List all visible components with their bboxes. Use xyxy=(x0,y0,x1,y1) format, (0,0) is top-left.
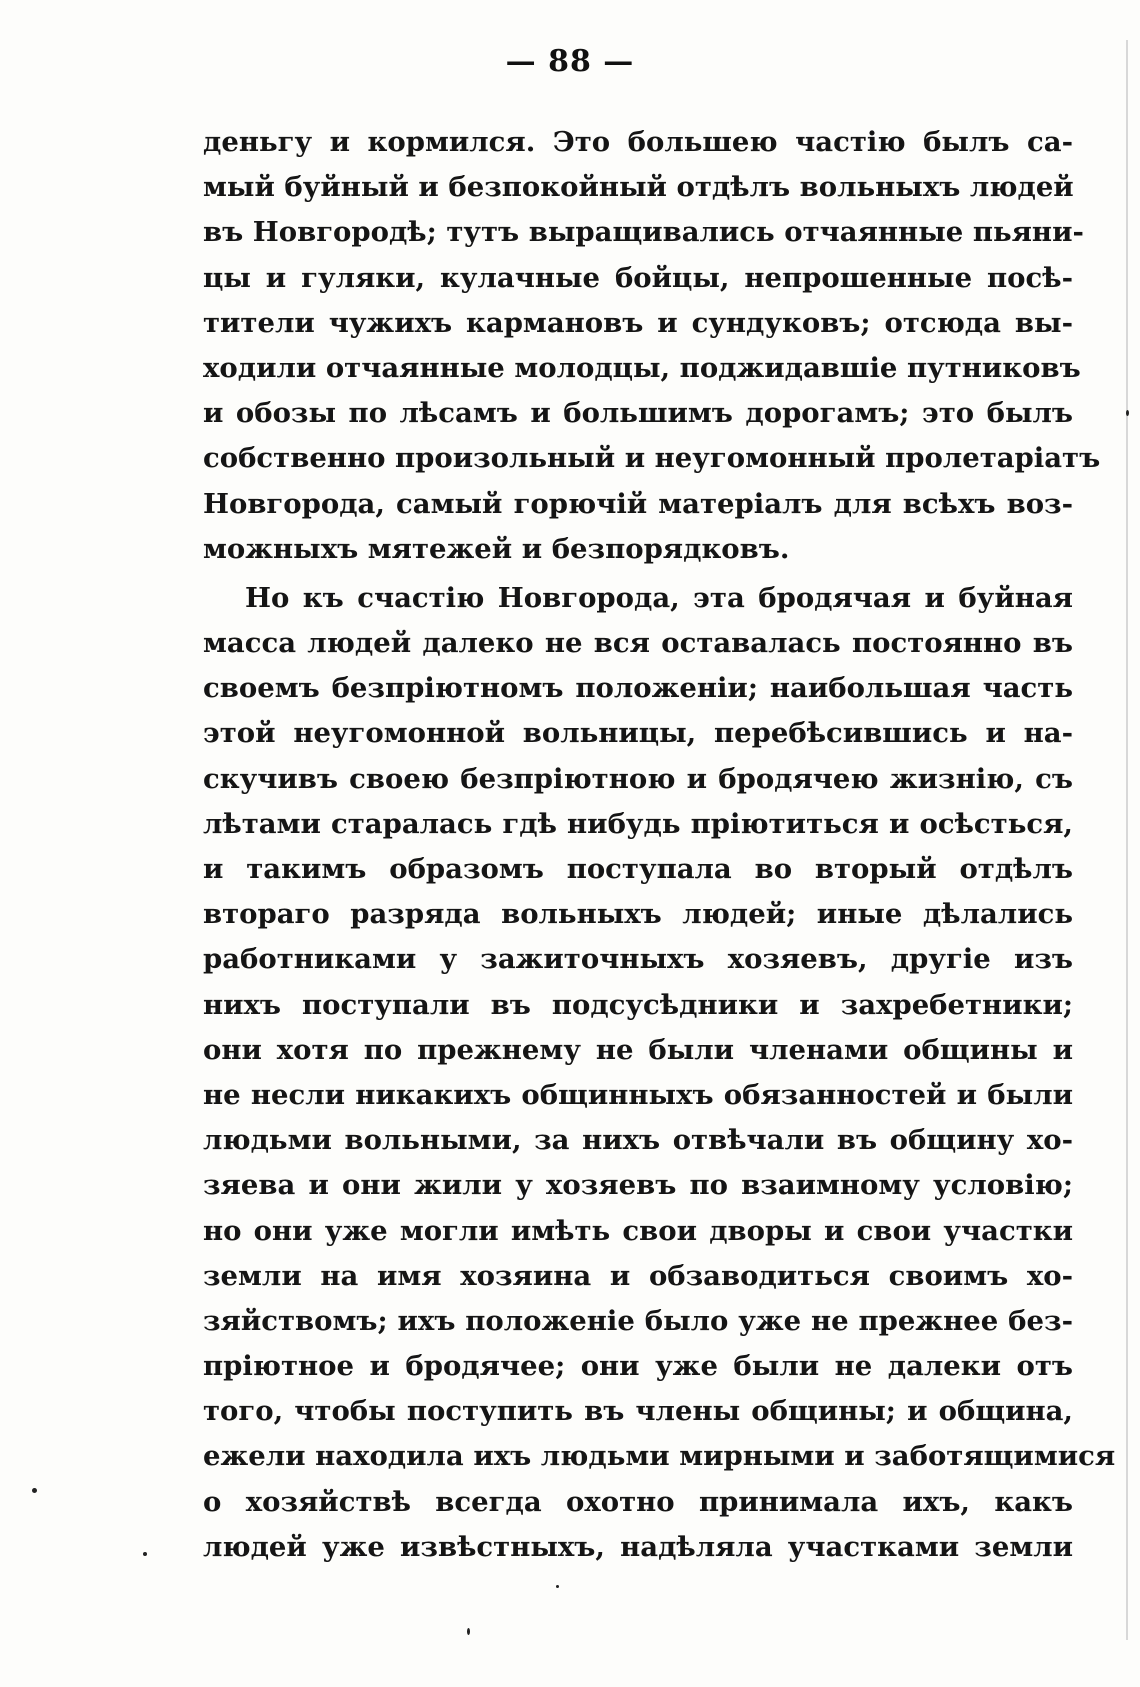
text-line: собственно произольный и неугомонный пролетаріатъ xyxy=(203,442,1101,475)
text-line: зяйствомъ; ихъ положеніе было уже не прежнее без- xyxy=(203,1304,1073,1337)
text-line: и обозы по лѣсамъ и большимъ дорогамъ; это былъ xyxy=(203,397,1073,430)
text-line: лѣтами старалась гдѣ нибудь пріютиться и осѣсться, xyxy=(203,807,1073,840)
text-line: людьми вольными, за нихъ отвѣчали въ общину хо- xyxy=(203,1124,1073,1157)
text-line: можныхъ мятежей и безпорядковъ. xyxy=(203,532,790,565)
text-line: втораго разряда вольныхъ людей; иные дѣлались xyxy=(203,898,1073,931)
text-line: того, чтобы поступить въ члены общины; и община, xyxy=(203,1395,1073,1428)
page-edge-shadow xyxy=(1126,40,1128,1640)
text-line: нихъ поступали въ подсусѣдники и захребетники; xyxy=(203,988,1073,1021)
text-line: ходили отчаянные молодцы, поджидавшіе путниковъ xyxy=(203,351,1081,384)
ink-speck xyxy=(1126,410,1129,416)
ink-speck xyxy=(143,1552,147,1556)
text-line: зяева и они жили у хозяевъ по взаимному условію; xyxy=(203,1169,1073,1202)
text-line: пріютное и бродячее; они уже были не далеки отъ xyxy=(203,1350,1073,1383)
text-line: они хотя по прежнему не были членами общины и xyxy=(203,1033,1073,1066)
text-line: тители чужихъ кармановъ и сундуковъ; отсюда вы- xyxy=(203,306,1073,339)
text-line: деньгу и кормился. Это большею частію былъ са- xyxy=(203,126,1073,158)
body-text xyxy=(203,120,1116,1570)
text-line: скучивъ своею безпріютною и бродячею жизнію, съ xyxy=(203,762,1073,795)
ink-speck xyxy=(556,1585,559,1588)
text-line: мый буйный и безпокойный отдѣлъ вольныхъ людей xyxy=(203,171,1074,204)
ink-speck xyxy=(32,1488,37,1493)
text-line: земли на имя хозяина и обзаводиться своимъ хо- xyxy=(203,1259,1073,1292)
text-line: масса людей далеко не вся оставалась постоянно въ xyxy=(203,627,1073,660)
text-line: ежели находила ихъ людьми мирными и заботящимися xyxy=(203,1440,1116,1473)
text-line: работниками у зажиточныхъ хозяевъ, другіе изъ xyxy=(203,943,1073,976)
text-line: Новгорода, самый горючій матеріалъ для всѣхъ воз- xyxy=(203,487,1073,520)
text-line: въ Новгородѣ; тутъ выращивались отчаянные пьяни- xyxy=(203,216,1084,249)
text-line: и такимъ образомъ поступала во вторый отдѣлъ xyxy=(203,853,1073,885)
text-line: людей уже извѣстныхъ, надѣляла участками земли xyxy=(203,1530,1073,1563)
ink-speck xyxy=(467,1628,470,1635)
page-number: — 88 — xyxy=(505,44,635,79)
text-line: не несли никакихъ общинныхъ обязанностей и были xyxy=(203,1078,1073,1111)
text-line: о хозяйствѣ всегда охотно принимала ихъ, какъ xyxy=(203,1485,1073,1518)
text-line: своемъ безпріютномъ положеніи; наибольшая часть xyxy=(203,672,1073,705)
text-line: этой неугомонной вольницы, перебѣсившись и на- xyxy=(203,717,1073,750)
text-line: Но къ счастію Новгорода, эта бродячая и буйная xyxy=(245,581,1073,614)
text-line: цы и гуляки, кулачные бойцы, непрошенные посѣ- xyxy=(203,261,1073,294)
text-line: но они уже могли имѣть свои дворы и свои участки xyxy=(203,1214,1073,1247)
